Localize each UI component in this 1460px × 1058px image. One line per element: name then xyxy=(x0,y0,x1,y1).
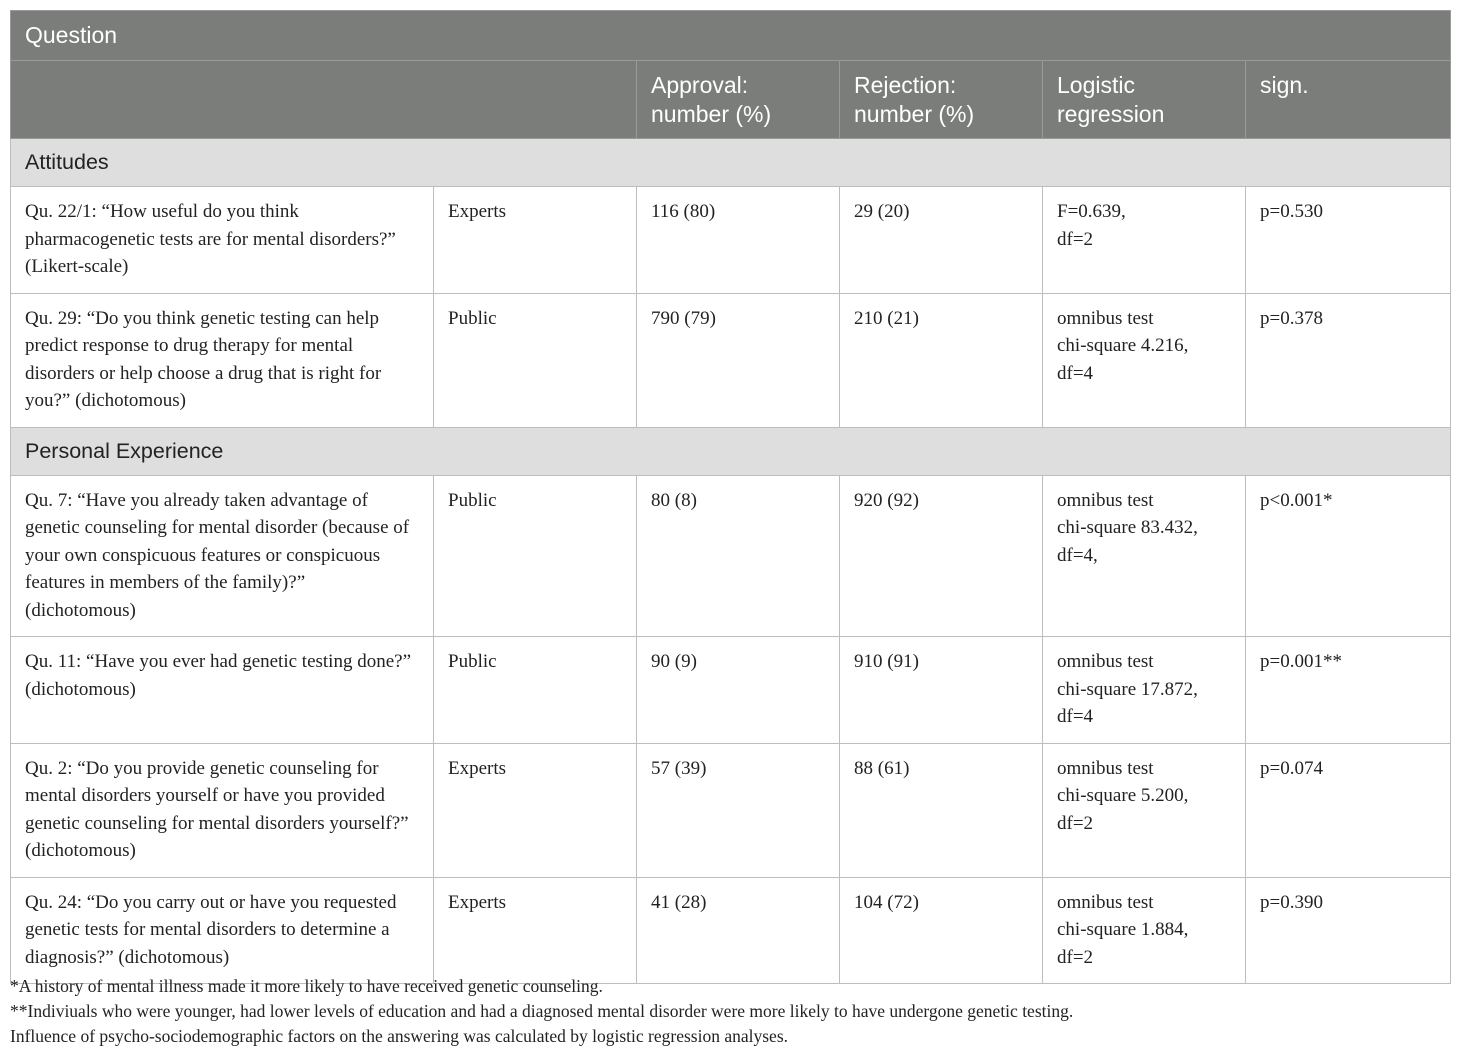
header-blank xyxy=(11,61,637,139)
footnote-single-asterisk: *A history of mental illness made it more likely to have received genetic counseling. xyxy=(10,976,603,996)
regression-line: chi-square 5.200, xyxy=(1057,785,1189,806)
table-row xyxy=(11,877,1451,984)
section-label: Attitudes xyxy=(11,139,1451,187)
header-sign: sign. xyxy=(1246,61,1451,139)
regression-cell xyxy=(1043,187,1246,294)
rejection-cell: 104 (72) xyxy=(840,877,1043,984)
table-row xyxy=(11,743,1451,877)
question-cell: Qu. 7: “Have you already taken advantage of genetic counseling for mental disorder (because of your own conspicuous features or conspicuous features in members of the family)?” (dichotomous) xyxy=(11,475,434,637)
regression-line: chi-square 17.872, xyxy=(1057,678,1198,700)
section-row-personal-experience xyxy=(11,427,1451,475)
question-cell: Qu. 2: “Do you provide genetic counseling for mental disorders yourself or have you provided genetic counseling for mental disorders yourself?” (dichotomous) xyxy=(11,743,434,877)
table-row xyxy=(11,187,1451,294)
sign-cell: p=0.001** xyxy=(1246,637,1451,744)
rejection-cell: 210 (21) xyxy=(840,293,1043,427)
sign-cell: p<0.001* xyxy=(1246,475,1451,637)
header-rejection: Rejection: number (%) xyxy=(840,61,1043,139)
approval-cell: 57 (39) xyxy=(637,743,840,877)
results-table xyxy=(10,10,1451,984)
footnote-double-asterisk: **Indiviuals who were younger, had lower levels of education and had a diagnosed mental disorder were more likely to have undergone genetic testing. xyxy=(10,1001,1074,1021)
group-cell: Public xyxy=(434,637,637,744)
group-cell: Experts xyxy=(434,743,637,877)
regression-line: df=2 xyxy=(1057,946,1094,968)
header-logistic-regression: Logistic regression xyxy=(1043,61,1246,139)
approval-cell: 80 (8) xyxy=(637,475,840,637)
table-row xyxy=(11,475,1451,637)
regression-line: omnibus test xyxy=(1057,651,1154,672)
group-cell: Experts xyxy=(434,877,637,984)
table-row xyxy=(11,293,1451,427)
regression-line: df=4 xyxy=(1057,706,1094,727)
regression-cell xyxy=(1043,743,1246,877)
approval-cell: 41 (28) xyxy=(637,877,840,984)
question-cell: Qu. 22/1: “How useful do you think pharmacogenetic tests are for mental disorders?” (Likert-scale) xyxy=(11,187,434,294)
footnotes xyxy=(10,974,1450,1049)
section-label: Personal Experience xyxy=(11,427,1451,475)
regression-line: F=0.639, xyxy=(1057,201,1126,222)
header-approval: Approval: number (%) xyxy=(637,61,840,139)
regression-line: omnibus test xyxy=(1057,891,1154,913)
sign-cell: p=0.530 xyxy=(1246,187,1451,294)
regression-cell xyxy=(1043,877,1246,984)
regression-line: chi-square 1.884, xyxy=(1057,919,1189,940)
regression-line: omnibus test xyxy=(1057,757,1154,779)
group-cell: Public xyxy=(434,293,637,427)
regression-line: df=4, xyxy=(1057,544,1098,566)
table-title: Question xyxy=(11,11,1451,61)
column-header-row xyxy=(11,61,1451,139)
footnote-method: Influence of psycho-sociodemographic factors on the answering was calculated by logistic regression analyses. xyxy=(10,1026,789,1046)
table-title-row xyxy=(11,11,1451,61)
regression-cell xyxy=(1043,475,1246,637)
section-row-attitudes xyxy=(11,139,1451,187)
regression-line: omnibus test xyxy=(1057,489,1154,511)
group-cell: Experts xyxy=(434,187,637,294)
regression-line: df=2 xyxy=(1057,228,1094,250)
approval-cell: 790 (79) xyxy=(637,293,840,427)
rejection-cell: 88 (61) xyxy=(840,743,1043,877)
question-cell: Qu. 11: “Have you ever had genetic testing done?” (dichotomous) xyxy=(11,637,434,744)
approval-cell: 90 (9) xyxy=(637,637,840,744)
rejection-cell: 910 (91) xyxy=(840,637,1043,744)
sign-cell: p=0.390 xyxy=(1246,877,1451,984)
rejection-cell: 29 (20) xyxy=(840,187,1043,294)
group-cell: Public xyxy=(434,475,637,637)
regression-line: omnibus test xyxy=(1057,307,1154,329)
rejection-cell: 920 (92) xyxy=(840,475,1043,637)
regression-line: chi-square 4.216, xyxy=(1057,335,1189,356)
question-cell: Qu. 29: “Do you think genetic testing can help predict response to drug therapy for mental disorders or help choose a drug that is right for you?” (dichotomous) xyxy=(11,293,434,427)
table-row xyxy=(11,637,1451,744)
regression-line: chi-square 83.432, xyxy=(1057,517,1198,538)
regression-cell xyxy=(1043,637,1246,744)
regression-line: df=2 xyxy=(1057,812,1094,834)
sign-cell: p=0.378 xyxy=(1246,293,1451,427)
approval-cell: 116 (80) xyxy=(637,187,840,294)
sign-cell: p=0.074 xyxy=(1246,743,1451,877)
question-cell: Qu. 24: “Do you carry out or have you requested genetic tests for mental disorders to determine a diagnosis?” (dichotomous) xyxy=(11,877,434,984)
regression-cell xyxy=(1043,293,1246,427)
regression-line: df=4 xyxy=(1057,362,1094,384)
